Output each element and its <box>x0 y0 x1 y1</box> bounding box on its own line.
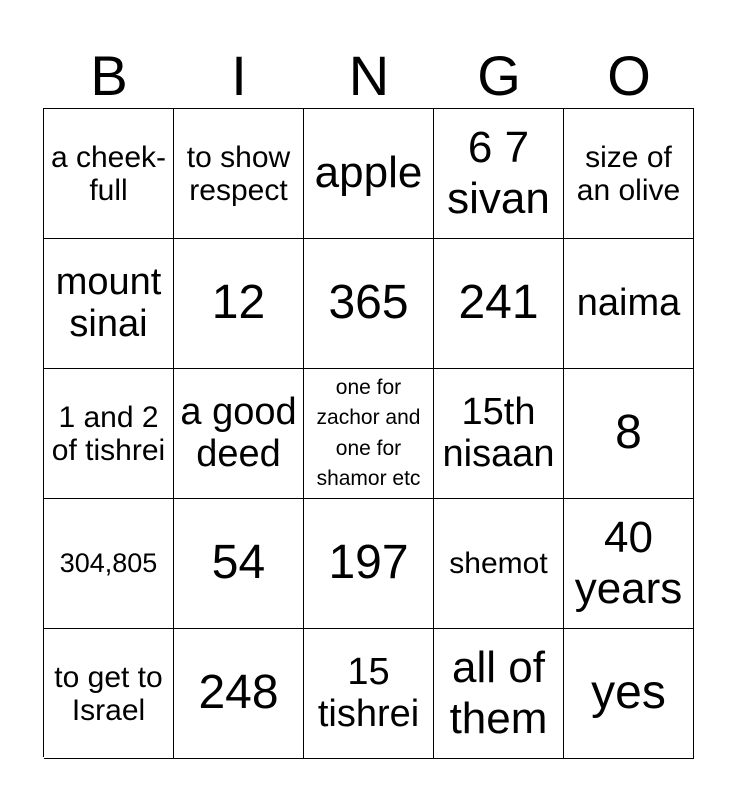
header-letter-o: O <box>607 44 651 107</box>
header-letter-g: G <box>477 44 521 107</box>
bingo-board <box>43 108 694 757</box>
bingo-cell[interactable]: shemot <box>434 499 564 629</box>
header-letter-n: N <box>348 44 390 107</box>
bingo-cell[interactable]: size of an olive <box>564 109 694 239</box>
bingo-cell[interactable]: 365 <box>304 239 434 369</box>
header-letter-b: B <box>90 44 128 107</box>
bingo-cell[interactable]: to show respect <box>174 109 304 239</box>
bingo-cell[interactable]: 15 tishrei <box>304 629 434 759</box>
bingo-cell[interactable]: a good deed <box>174 369 304 499</box>
bingo-cell[interactable]: 1 and 2 of tishrei <box>44 369 174 499</box>
bingo-cell[interactable]: 12 <box>174 239 304 369</box>
bingo-header <box>44 44 694 108</box>
bingo-cell[interactable]: 197 <box>304 499 434 629</box>
bingo-cell[interactable]: 6 7 sivan <box>434 109 564 239</box>
bingo-cell[interactable]: 8 <box>564 369 694 499</box>
bingo-cell[interactable]: to get to Israel <box>44 629 174 759</box>
bingo-cell[interactable]: one for zachor and one for shamor etc <box>304 369 434 499</box>
bingo-cell[interactable]: 304,805 <box>44 499 174 629</box>
bingo-cell[interactable]: a cheek-full <box>44 109 174 239</box>
bingo-cell[interactable]: 54 <box>174 499 304 629</box>
bingo-cell[interactable]: 15th nisaan <box>434 369 564 499</box>
bingo-cell[interactable]: yes <box>564 629 694 759</box>
bingo-cell[interactable]: mount sinai <box>44 239 174 369</box>
bingo-cell[interactable]: all of them <box>434 629 564 759</box>
bingo-cell[interactable]: apple <box>304 109 434 239</box>
bingo-cell[interactable]: 248 <box>174 629 304 759</box>
bingo-cell[interactable]: naima <box>564 239 694 369</box>
header-letter-i: I <box>231 44 247 107</box>
bingo-cell[interactable]: 40 years <box>564 499 694 629</box>
bingo-cell[interactable]: 241 <box>434 239 564 369</box>
